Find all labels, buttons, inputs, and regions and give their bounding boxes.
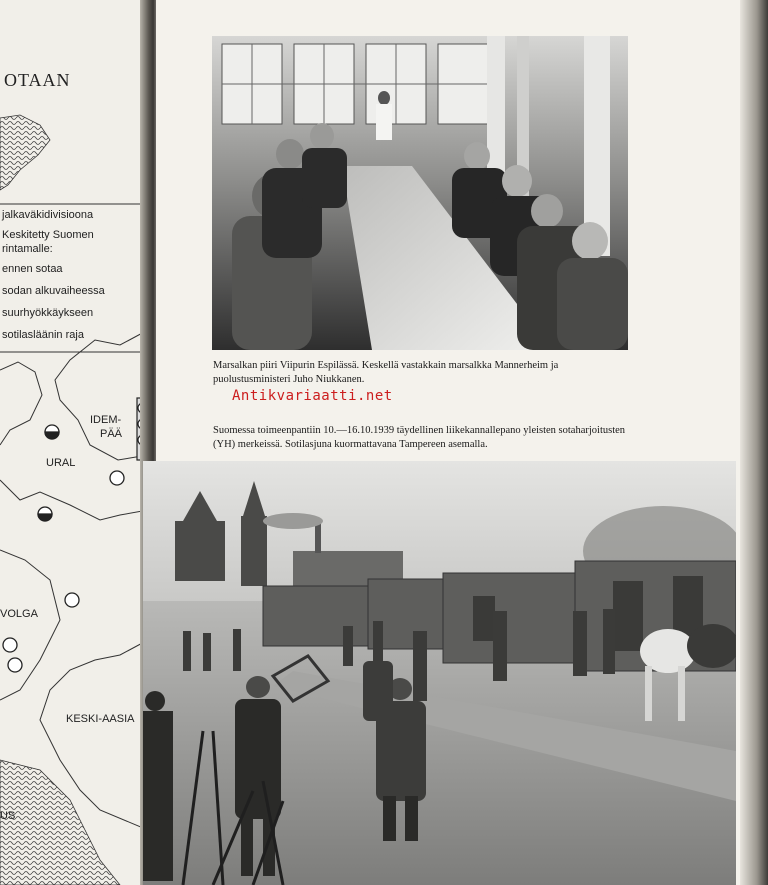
page-title-fragment: OTAAN [4,70,71,90]
map-label-paa: PÄÄ [100,428,123,440]
map-label-idem: IDEM- [90,414,122,426]
page-edge [740,0,768,885]
region-border [0,362,42,445]
legend-item: sodan alkuvaiheessa [2,285,105,297]
region-border [55,330,148,460]
watermark: Antikvariaatti.net [232,388,393,404]
division-symbol [65,593,79,607]
legend-item: sotilasläänin raja [2,329,84,341]
legend-item: ennen sotaa [2,263,63,275]
division-symbol [45,425,59,439]
map-label-ural: URAL [46,457,76,469]
map-legend [2,208,105,348]
division-symbol [3,638,17,652]
photo-banquet [212,36,628,350]
banquet-image [212,36,628,350]
left-page [0,0,148,885]
division-symbol [38,507,52,521]
map-label-volga: VOLGA [0,608,38,620]
legend-item: jalkaväkidivisioona [2,209,94,221]
sea-area-top [0,115,50,190]
caption-train: Suomessa toimeenpantiin 10.—16.10.1939 täydellinen liikekannallepano yleisten sotaharjoitusten (YH) merkeissä. Sotilasjuna kuormattavana Tampereen asemalla. [213,425,626,450]
photo-train-station [143,461,736,885]
region-border [0,550,60,700]
legend-item: Keskitetty Suomen [2,229,94,241]
caption-banquet: Marsalkan piiri Viipurin Espilässä. Keskellä vastakkain marsalkka Mannerheim ja puolustusministeri Juho Niukkanen. [213,360,559,385]
division-symbol [110,471,124,485]
legend-item: rintamalle: [2,243,53,255]
map [0,0,148,885]
map-label-keski-aasia: KESKI-AASIA [66,713,135,725]
sea-area-bottom [0,760,120,885]
region-border [0,480,148,520]
legend-item: suurhyökkäykseen [2,307,94,319]
division-symbol [8,658,22,672]
map-label-us: US [0,810,16,822]
train-station-image [143,461,736,885]
